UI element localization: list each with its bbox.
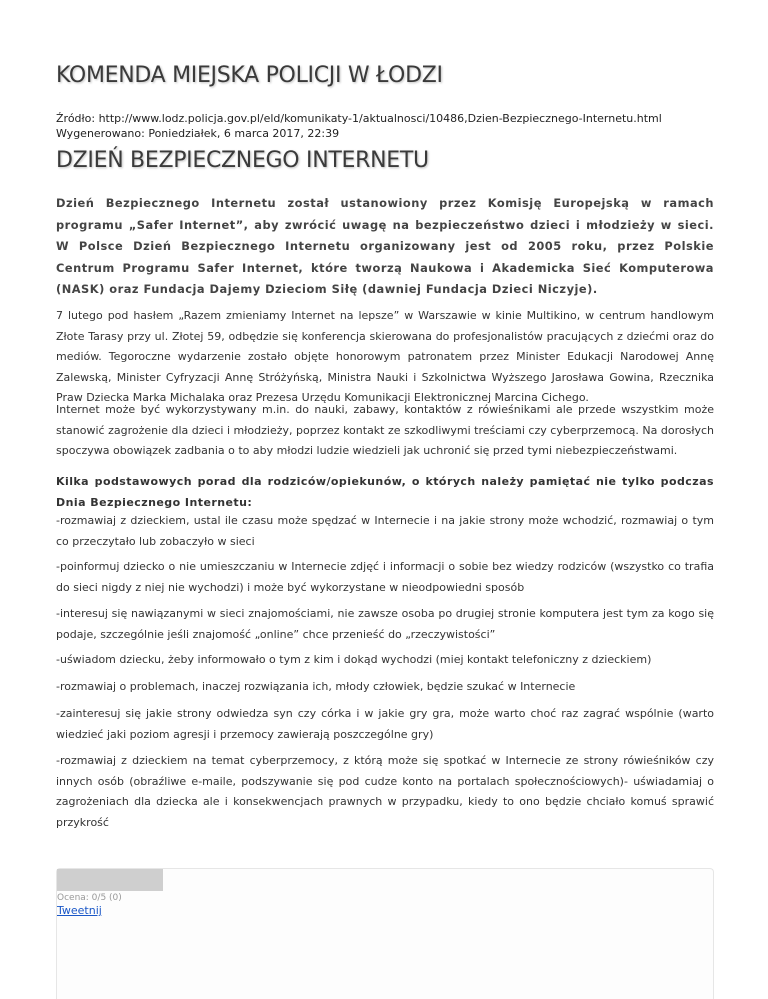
site-title: KOMENDA MIEJSKA POLICJI W ŁODZI <box>56 63 443 88</box>
tip-item: -uświadom dziecku, żeby informowało o tym z kim i dokąd wychodzi (miej kontakt telefoniczny z dzieckiem) <box>56 653 652 666</box>
source-url: Źródło: http://www.lodz.policja.gov.pl/eld/komunikaty-1/aktualnosci/10486,Dzien-Bezpiecznego-Internetu.html <box>56 112 662 125</box>
generated-date: Wygenerowano: Poniedziałek, 6 marca 2017, 22:39 <box>56 127 340 140</box>
article-lead: Dzień Bezpiecznego Internetu został ustanowiony przez Komisję Europejską w ramach programu „Safer Internet”, aby zwrócić uwagę na bezpieczeństwo dzieci i młodzieży w sieci. W Polsce Dzień Bezpiecznego Internetu organizowany jest od 2005 roku, przez Polskie Centrum Programu Safer Internet, które tworzą Naukowa i Akademicka Sieć Komputerowa (NASK) oraz Fundacja Dajemy Dzieciom Siłę (dawniej Fundacja Dzieci Niczyje). <box>56 196 714 296</box>
tip-item: -interesuj się nawiązanymi w sieci znajomościami, nie zawsze osoba po drugiej stronie komputera jest tym za kogo się podaje, szczególnie jeśli znajomość „online” chce przenieść do „rzeczywistości” <box>56 607 714 641</box>
article-title: DZIEŃ BEZPIECZNEGO INTERNETU <box>56 148 429 173</box>
rating-bar[interactable] <box>57 869 163 891</box>
tip-item: -rozmawiaj z dzieckiem na temat cyberprzemocy, z którą może się spotkać w Internecie ze strony rówieśników czy innych osób (obraźliwe e-maile, podszywanie się pod cudze konto na portalach społecznościowych)- uświadamiaj o zagrożeniach dla dziecka ale i konsekwencjach prawnych w przypadku, kiedy to ono będzie chciało komuś sprawić przykrość <box>56 754 714 829</box>
tip-item: -rozmawiaj z dzieckiem, ustal ile czasu może spędzać w Internecie i na jakie strony może wchodzić, rozmawiaj o tym co przeczytało lub zobaczyło w sieci <box>56 514 714 548</box>
paragraph-threats: Internet może być wykorzystywany m.in. do nauki, zabawy, kontaktów z rówieśnikami ale przede wszystkim może stanowić zagrożenie dla dzieci i młodzieży, poprzez kontakt ze szkodliwymi treściami czy cyberprzemocą. Na dorosłych spoczywa obowiązek zadbania o to aby młodzi ludzie wiedzieli jak uchronić się przed tymi niebezpieczeństwami. <box>56 403 714 457</box>
tip-item: -poinformuj dziecko o nie umieszczaniu w Internecie zdjęć i informacji o sobie bez wiedzy rodziców (wszystko co trafia do sieci nigdy z niej nie wychodzi) i może być wykorzystane w nieodpowiedni sposób <box>56 560 714 594</box>
paragraph-conference: 7 lutego pod hasłem „Razem zmieniamy Internet na lepsze” w Warszawie w kinie Multikino, w centrum handlowym Złote Tarasy przy ul. Złotej 59, odbędzie się konferencja skierowana do profesjonalistów pracujących z dziećmi oraz do mediów. Tegoroczne wydarzenie zostało objęte honorowym patronatem przez Minister Edukacji Narodowej Annę Zalewską, Minister Cyfryzacji Annę Stróżyńską, Ministra Nauki i Szkolnictwa Wyższego Jarosława Gowina, Rzecznika Praw Dziecka Marka Michalaka oraz Prezesa Urzędu Komunikacji Elektronicznej Marcina Cichego. <box>56 309 714 404</box>
rating-label: Ocena: 0/5 (0) <box>57 893 122 903</box>
paragraph-tips-heading: Kilka podstawowych porad dla rodziców/opiekunów, o których należy pamiętać nie tylko podczas Dnia Bezpiecznego Internetu: <box>56 475 714 509</box>
print-meta <box>56 111 736 141</box>
tip-item: -zainteresuj się jakie strony odwiedza syn czy córka i w jakie gry gra, może warto choć raz zagrać wspólnie (warto wiedzieć jaki poziom agresji i przemocy zawierają poszczególne gry) <box>56 707 714 741</box>
tip-item: -rozmawiaj o problemach, inaczej rozwiązania ich, młody człowiek, będzie szukać w Internecie <box>56 680 576 693</box>
rating-panel <box>56 868 714 999</box>
tweet-link[interactable]: Tweetnij <box>57 904 102 917</box>
